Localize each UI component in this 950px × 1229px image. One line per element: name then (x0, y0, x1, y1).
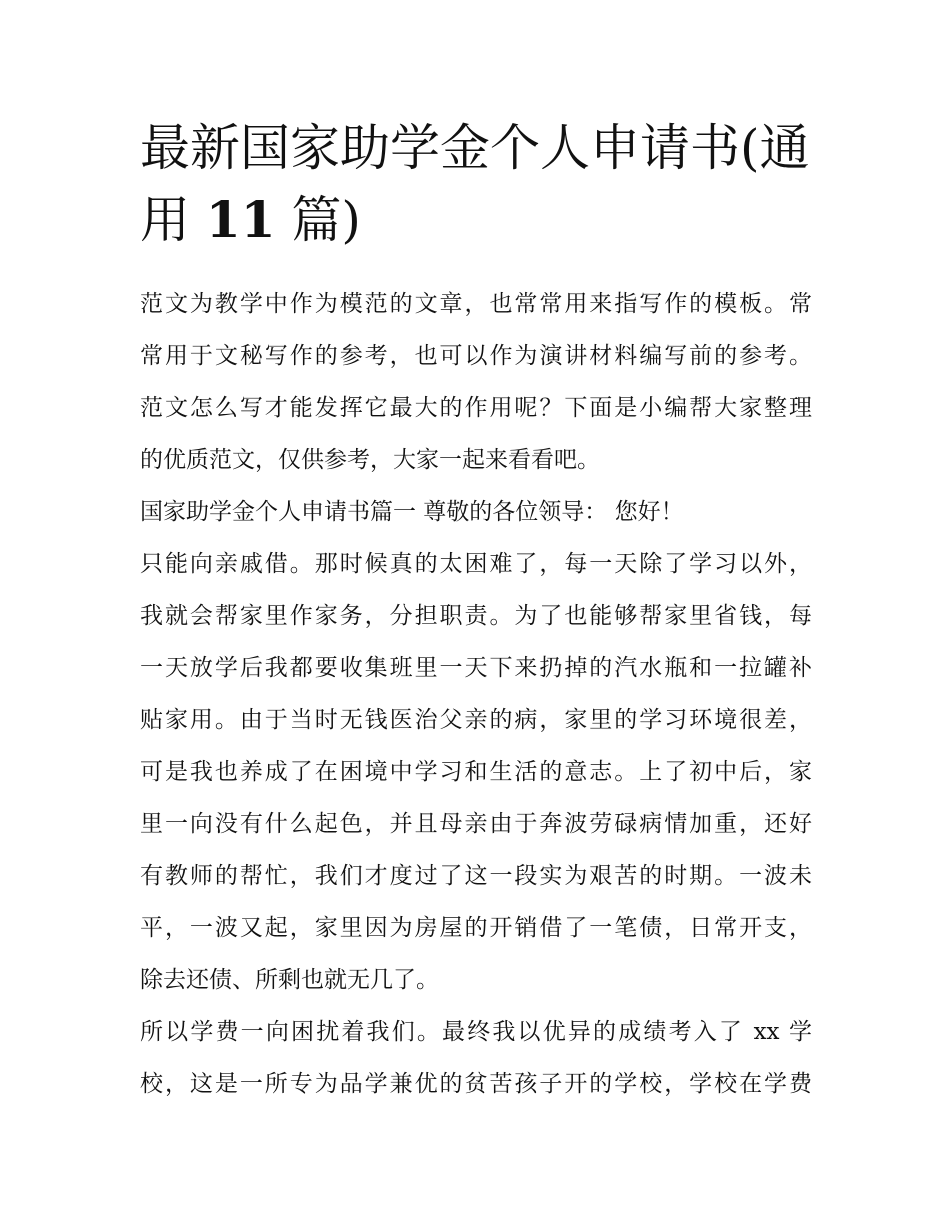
text-line: 有教师的帮忙，我们才度过了这一段实为艰苦的时期。一波未 (140, 863, 812, 889)
text-line: 一天放学后我都要收集班里一天下来扔掉的汽水瓶和一拉罐补 (140, 655, 812, 681)
text-line: 里一向没有什么起色，并且母亲由于奔波劳碌病情加重，还好 (140, 811, 812, 837)
title-line: 最新国家助学金个人申请书(通 (140, 119, 810, 177)
text-line: 范文为教学中作为模范的文章，也常常用来指写作的模板。常 (140, 291, 812, 317)
document-body (140, 278, 812, 1110)
title-line-text: 用 11 篇) (140, 190, 361, 249)
text-line: 平，一波又起，家里因为房屋的开销借了一笔债，日常开支， (140, 915, 812, 941)
paragraph-intro (140, 278, 812, 486)
text-line: 除去还债、所剩也就无几了。 (140, 967, 439, 993)
text-line: 校，这是一所专为品学兼优的贫苦孩子开的学校，学校在学费 (140, 1071, 812, 1097)
text-line: 范文怎么写才能发挥它最大的作用呢？下面是小编帮大家整理 (140, 395, 812, 421)
text-line: 贴家用。由于当时无钱医治父亲的病，家里的学习环境很差， (140, 707, 812, 733)
text-line: 我就会帮家里作家务，分担职责。为了也能够帮家里省钱，每 (140, 603, 812, 629)
paragraph-heading (140, 486, 812, 538)
text-line: 国家助学金个人申请书篇一 尊敬的各位领导： 您好！ (140, 499, 684, 525)
text-line: 可是我也养成了在困境中学习和生活的意志。上了初中后，家 (140, 759, 812, 785)
text-line: 的优质范文，仅供参考，大家一起来看看吧。 (140, 447, 600, 473)
paragraph-body (140, 1006, 812, 1110)
title-line (140, 184, 820, 256)
paragraph-body (140, 538, 812, 1006)
document-title (140, 112, 820, 256)
text-line: 所以学费一向困扰着我们。最终我以优异的成绩考入了 xx 学 (140, 1019, 812, 1045)
title-number: 11 (205, 190, 276, 249)
text-line: 常用于文秘写作的参考，也可以作为演讲材料编写前的参考。 (140, 343, 812, 369)
text-line: 只能向亲戚借。那时候真的太困难了，每一天除了学习以外， (140, 551, 812, 577)
